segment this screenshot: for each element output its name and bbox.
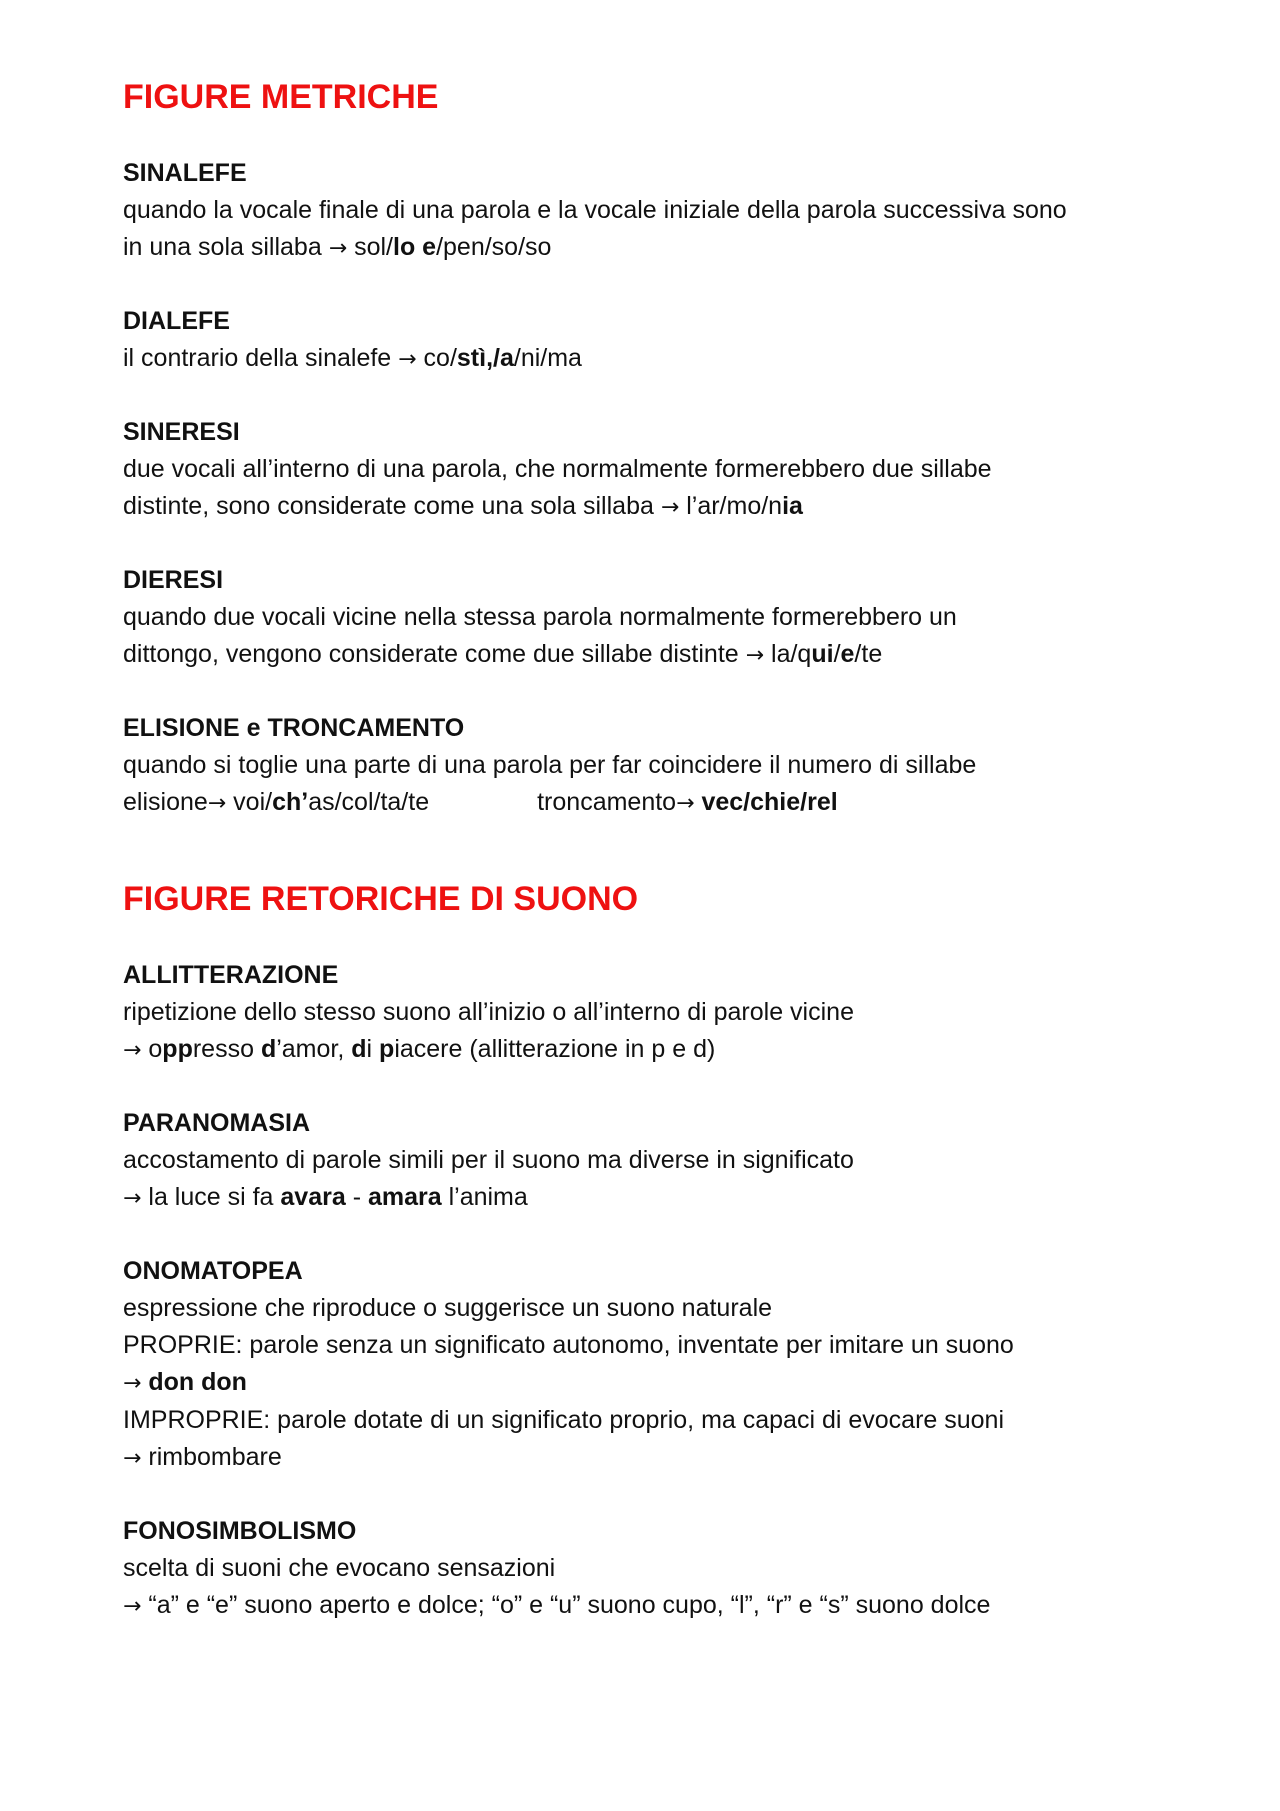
entry-paranomasia: [123, 1105, 1183, 1217]
example-line: [123, 636, 1183, 674]
entry-sinalefe: [123, 155, 1183, 267]
highlight-text: pp: [162, 1035, 193, 1063]
section-title-suono: FIGURE RETORICHE DI SUONO: [123, 880, 639, 918]
term-paranomasia: PARANOMASIA: [123, 1109, 311, 1137]
highlight-text: don don: [141, 1368, 247, 1396]
term-dieresi: DIERESI: [123, 566, 224, 594]
arrow-right-icon: →: [123, 1038, 142, 1063]
highlight-text: ch’: [272, 788, 309, 816]
example-line: [123, 340, 1183, 378]
arrow-right-icon: →: [207, 791, 227, 816]
text-span: as/col/ta/te: [308, 788, 430, 816]
definition-line: quando due vocali vicine nella stessa parola normalmente formerebbero un: [123, 603, 957, 631]
text-span: resso: [192, 1035, 261, 1063]
text-span: voi/: [226, 788, 273, 816]
definition-line: scelta di suoni che evocano sensazioni: [123, 1554, 556, 1582]
term-sineresi: SINERESI: [123, 418, 240, 446]
text-span: l’ar/mo/n: [679, 492, 783, 520]
highlight-text: avara: [280, 1183, 346, 1211]
example-line: [123, 1587, 1183, 1625]
highlight-text: ia: [782, 492, 803, 520]
text-span: in una sola sillaba: [123, 233, 329, 261]
highlight-text: stì,/a: [456, 344, 514, 372]
highlight-text: vec/chie/rel: [701, 788, 838, 816]
entry-elisione-troncamento: [123, 710, 1183, 822]
text-span: l’anima: [441, 1183, 528, 1211]
arrow-right-icon: →: [676, 791, 695, 816]
example-line: [123, 229, 1183, 267]
term-elisione-troncamento: ELISIONE e TRONCAMENTO: [123, 714, 465, 742]
term-sinalefe: SINALEFE: [123, 159, 247, 187]
text-span: la/q: [764, 640, 812, 668]
definition-line: accostamento di parole simili per il suono ma diverse in significato: [123, 1146, 854, 1174]
text-span: o: [141, 1035, 163, 1063]
definition-line: quando si toglie una parte di una parola per far coincidere il numero di sillabe: [123, 751, 977, 779]
highlight-text: e: [840, 640, 855, 668]
text-span: i: [366, 1035, 380, 1063]
definition-line: espressione che riproduce o suggerisce un suono naturale: [123, 1294, 773, 1322]
arrow-right-icon: →: [745, 643, 765, 668]
text-span: rimbombare: [141, 1443, 282, 1471]
arrow-right-icon: →: [123, 1594, 142, 1619]
text-span: ’amor,: [276, 1035, 352, 1063]
text-span: /ni/ma: [513, 344, 582, 372]
text-span: distinte, sono considerate come una sola sillaba: [123, 492, 661, 520]
text-span: dittongo, vengono considerate come due sillabe distinte: [123, 640, 746, 668]
arrow-right-icon: →: [328, 236, 348, 261]
arrow-right-icon: →: [398, 347, 417, 372]
definition-line: ripetizione dello stesso suono all’inizio o all’interno di parole vicine: [123, 998, 854, 1026]
text-span: /te: [854, 640, 883, 668]
text-span: co/: [416, 344, 457, 372]
arrow-right-icon: →: [660, 495, 680, 520]
highlight-text: amara: [367, 1183, 442, 1211]
text-span: “a” e “e” suono aperto e dolce; “o” e “u” suono cupo, “l”, “r” e “s” suono dolce: [141, 1591, 991, 1619]
definition-line: due vocali all’interno di una parola, che normalmente formerebbero due sillabe: [123, 455, 992, 483]
entry-dieresi: [123, 562, 1183, 674]
term-allitterazione: ALLITTERAZIONE: [123, 961, 339, 989]
term-fonosimbolismo: FONOSIMBOLISMO: [123, 1517, 357, 1545]
entry-sineresi: [123, 414, 1183, 526]
text-span: la luce si fa: [141, 1183, 281, 1211]
text-span: sol/: [347, 233, 393, 261]
example-line: [123, 1364, 1183, 1402]
highlight-text: d: [260, 1035, 277, 1063]
highlight-text: lo e: [393, 233, 437, 261]
text-span: -: [345, 1183, 368, 1211]
term-onomatopea: ONOMATOPEA: [123, 1257, 303, 1285]
definition-line: IMPROPRIE: parole dotate di un significato proprio, ma capaci di evocare suoni: [123, 1406, 1005, 1434]
term-dialefe: DIALEFE: [123, 307, 230, 335]
section-title-metriche: FIGURE METRICHE: [123, 78, 439, 116]
example-line: [123, 488, 1183, 526]
entry-dialefe: [123, 303, 1183, 378]
text-span: /pen/so/so: [436, 233, 552, 261]
arrow-right-icon: →: [123, 1186, 142, 1211]
example-line: [123, 1031, 1183, 1069]
document-page: [123, 78, 1183, 1661]
arrow-right-icon: →: [123, 1371, 142, 1396]
definition-line: PROPRIE: parole senza un significato autonomo, inventate per imitare un suono: [123, 1331, 1014, 1359]
entry-fonosimbolismo: [123, 1513, 1183, 1625]
definition-line: quando la vocale finale di una parola e la vocale iniziale della parola successiva sono: [123, 196, 1067, 224]
text-span: troncamento: [537, 788, 677, 816]
example-line: [123, 1439, 1183, 1477]
highlight-text: p: [379, 1035, 395, 1063]
text-span: il contrario della sinalefe: [123, 344, 399, 372]
text-span: iacere (allitterazione in p e d): [394, 1035, 716, 1063]
entry-onomatopea: [123, 1253, 1183, 1477]
highlight-text: ui: [811, 640, 834, 668]
example-line: [123, 784, 1183, 822]
text-span: elisione: [123, 788, 208, 816]
highlight-text: d: [351, 1035, 367, 1063]
arrow-right-icon: →: [123, 1446, 142, 1471]
entry-allitterazione: [123, 957, 1183, 1069]
text-span: /: [833, 640, 841, 668]
example-line: [123, 1179, 1183, 1217]
